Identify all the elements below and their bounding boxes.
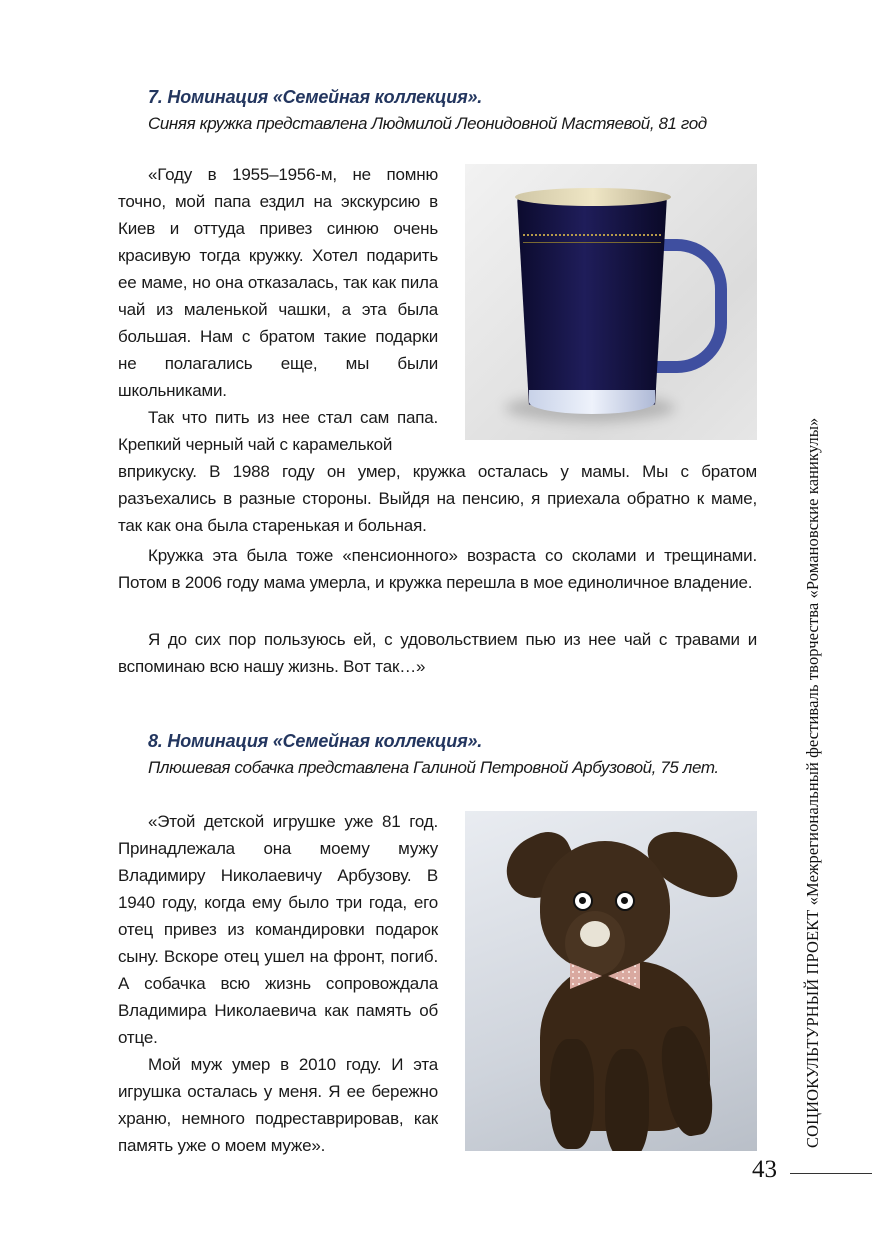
section-7-subheading: Синяя кружка представлена Людмилой Леонидовной Мастяевой, 81 год <box>148 114 707 133</box>
sidebar-project-title: СОЦИОКУЛЬТУРНЫЙ ПРОЕКТ «Межрегиональный фестиваль творчества «Романовские каникулы» <box>803 417 822 1148</box>
mug-story-paragraph-2: Так что пить из нее стал сам папа. Крепкий черный чай с карамелькой <box>118 408 438 454</box>
section-8-heading: 8. Номинация «Семейная коллекция». <box>148 731 483 751</box>
section-8-subheading: Плюшевая собачка представлена Галиной Петровной Арбузовой, 75 лет. <box>148 758 719 777</box>
plush-dog-photo <box>465 811 757 1151</box>
mug-story-paragraph-1: «Году в 1955–1956-м, не помню точно, мой папа ездил на экскурсию в Киев и оттуда привез синюю очень красивую тогда кружку. Хотел подарить ее маме, но она отказалась, так как пила чай из маленькой чашки, а эта была большая. Нам с братом такие подарки не полагались еще, мы были школьниками. <box>118 165 438 400</box>
section-7-heading: 7. Номинация «Семейная коллекция». <box>148 87 483 107</box>
blue-mug-photo <box>465 164 757 440</box>
dog-story-paragraph-2: Мой муж умер в 2010 году. И эта игрушка осталась у меня. Я ее бережно храню, немного подреставрировав, как память уже о моем муже». <box>118 1055 438 1155</box>
page-number-rule <box>790 1173 872 1174</box>
page-number: 43 <box>752 1156 777 1183</box>
mug-story-paragraph-5: Я до сих пор пользуюсь ей, с удовольствием пью из нее чай с травами и вспоминаю всю нашу жизнь. Вот так…» <box>118 630 757 676</box>
dog-story-paragraph-1: «Этой детской игрушке уже 81 год. Принадлежала она моему мужу Владимиру Николаевичу Арбузову. В 1940 году, когда ему было три года, его отец привез из командировки подарок сыну. Вскоре отец ушел на фронт, погиб. А собачка всю жизнь сопровождала Владимира Николаевича как память об отце. <box>118 812 438 1047</box>
mug-story-paragraph-4: Кружка эта была тоже «пенсионного» возраста со сколами и трещинами. Потом в 2006 году мама умерла, и кружка перешла в мое единоличное владение. <box>118 546 757 592</box>
mug-story-paragraph-3: вприкуску. В 1988 году он умер, кружка осталась у мамы. Мы с братом разъехались в разные стороны. Выйдя на пенсию, я приехала обратно к маме, так как она была старенькая и больная. <box>118 462 757 535</box>
